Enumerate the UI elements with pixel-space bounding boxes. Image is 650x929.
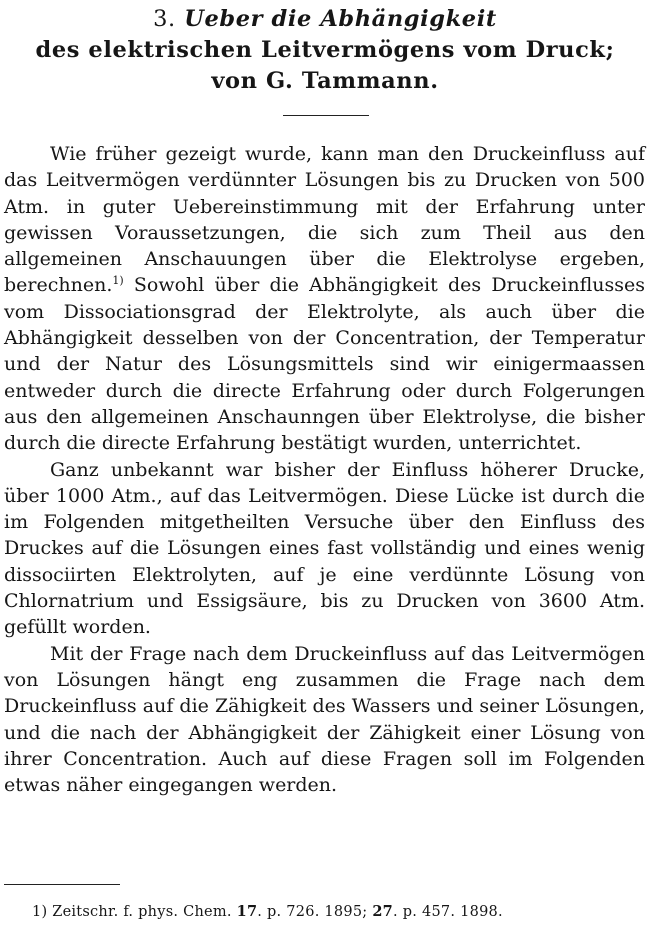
paragraph-1-text-a: Wie früher gezeigt wurde, kann man den Druckeinfluss auf das Leitvermögen verdünnter Lösungen bis zu Drucken von 500 Atm. in guter Uebereinstimmung mit der Erfahrung unter gewissen Voraussetzungen, die sich zum Theil aus den allgemeinen Anschauungen über die Elektrolyse ergeben, berechnen. [4, 143, 645, 297]
body-text [4, 141, 645, 798]
title-text-1: Ueber die Abhängigkeit [184, 6, 497, 32]
title-line-2: des elektrischen Leitvermögens vom Druck; [35, 37, 615, 63]
footnote: 1) Zeitschr. f. phys. Chem. 17. p. 726. 1895; 27. p. 457. 1898. [32, 903, 503, 920]
title-divider [283, 115, 369, 116]
footnote-mark: 1) [32, 904, 48, 920]
article-title [0, 4, 650, 97]
footnote-text-b: p. 726. 1895; [267, 904, 368, 920]
footnote-text-a: Zeitschr. f. phys. Chem. [52, 904, 232, 920]
article-number: 3. [153, 6, 176, 32]
title-line-3: von G. Tammann. [211, 68, 439, 94]
title-line-1 [0, 4, 650, 35]
paragraph-3: Mit der Frage nach dem Druckeinfluss auf das Leitvermögen von Lösungen hängt eng zusammen die Frage nach dem Druckeinfluss auf die Zähigkeit des Wassers und seiner Lösungen, und die nach der Abhängigkeit der Zähigkeit einer Lösung von ihrer Concentration. Auch auf diese Fragen soll im Folgenden etwas näher eingegangen werden. [4, 642, 645, 797]
footnote-volume-2: 27 [372, 903, 393, 920]
footnote-text-c: p. 457. 1898. [402, 904, 503, 920]
footnote-reference: 1) [112, 274, 124, 288]
paragraph-2: Ganz unbekannt war bisher der Einfluss höherer Drucke, über 1000 Atm., auf das Leitvermögen. Diese Lücke ist durch die im Folgenden mitgetheilten Versuche über den Einfluss des Druckes auf die Lösungen eines fast vollständig und eines wenig dissociirten Elektrolyten, auf je eine verdünnte Lösung von Chlornatrium und Essigsäure, bis zu Drucken von 3600 Atm. gefüllt worden. [4, 458, 645, 639]
footnote-divider [4, 884, 120, 885]
footnote-volume-1: 17 [236, 903, 258, 920]
paragraph-1-text-b: Sowohl über die Abhängigkeit des Druckeinflusses vom Dissociationsgrad der Elektrolyte, als auch über die Abhängigkeit desselben von der Concentration, der Temperatur und der Natur des Lösungsmittels sind wir einigermaassen entweder durch die directe Erfahrung oder durch Folgerungen aus den allgemeinen Anschaunngen über Elektrolyse, die bisher durch die directe Erfahrung bestätigt wurden, unterrichtet. [4, 274, 645, 455]
paragraph-1 [4, 141, 645, 457]
